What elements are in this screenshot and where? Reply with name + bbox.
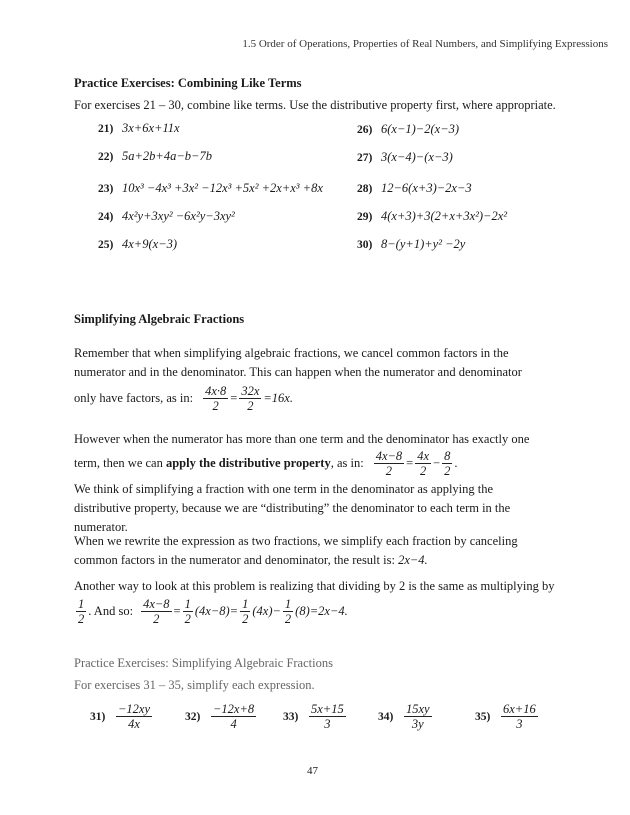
exercise-24: 24) 4x²y+3xy² −6x²y−3xy²: [98, 209, 235, 223]
fraction: $\frac{32x}{2}$: [241, 384, 260, 413]
exercise-32: 32) $\frac{-12x+8}{4}$: [185, 702, 255, 731]
exercise-35: 35) $\frac{6x+16}{3}$: [475, 702, 536, 731]
fraction-one-half: $\frac{1}{2}$: [242, 597, 249, 626]
section-intro-combining: For exercises 21 – 30, combine like terms. Use the distributive property first, where appropriate.: [74, 98, 556, 112]
fraction: $\frac{8}{2}$: [444, 449, 451, 478]
exercise-23: 23) 10x³ −4x³ +3x² −12x³ +5x² +2x+x³ +8x: [98, 181, 323, 195]
paragraph-line: However when the numerator has more than one term and the denominator has exactly one: [74, 432, 530, 446]
exercise-26: 26) 6(x−1)−2(x−3): [357, 122, 460, 136]
section-intro-fractions: For exercises 31 – 35, simplify each expression.: [74, 678, 315, 692]
paragraph-line: Remember that when simplifying algebraic fractions, we cancel common factors in the: [74, 346, 509, 360]
fraction: $\frac{4x\cdot 8}{2}$: [205, 384, 227, 413]
exercise-27: 27) 3(x−4)−(x−3): [357, 150, 453, 164]
exercise-31: 31) $\frac{-12xy}{4x}$: [90, 702, 151, 731]
exercise-21: 21) 3x+6x+11x: [98, 121, 180, 135]
exercise-29: 29) 4(x+3)+3(2+x+3x²)−2x²: [357, 209, 508, 223]
paragraph-line: distributive property, because we are “distributing” the denominator to each term in the: [74, 501, 511, 515]
fraction: $\frac{4x}{2}$: [417, 449, 430, 478]
paragraph-line: numerator and in the denominator. This can happen when the numerator and denominator: [74, 365, 522, 379]
paragraph-line-eq3: $\frac{1}{2}$ . And so: $\frac{4x-8}{2}$ = $\frac{1}{2}$ (4x−8)= $\frac{1}{2}$ (4x)− $\frac{1}{2}$ (8) =2x−4.: [78, 597, 348, 626]
running-header: 1.5 Order of Operations, Properties of Real Numbers, and Simplifying Expressions: [242, 38, 608, 50]
paragraph-line: We think of simplifying a fraction with one term in the denominator as applying the: [74, 482, 494, 496]
fraction-one-half: $\frac{1}{2}$: [78, 597, 85, 626]
exercise-22: 22) 5a+2b+4a−b−7b: [98, 149, 212, 163]
section-title-simplifying-fractions: Simplifying Algebraic Fractions: [74, 312, 245, 326]
paragraph-line-result: common factors in the numerator and denominator, the result is: 2x−4.: [74, 553, 428, 567]
fraction: $\frac{4x-8}{2}$: [375, 449, 403, 478]
exercise-28: 28) 12−6(x+3)−2x−3: [357, 181, 472, 195]
exercise-34: 34) $\frac{15xy}{3y}$: [378, 702, 430, 731]
exercise-30: 30) 8−(y+1)+y² −2y: [357, 237, 466, 251]
exercise-25: 25) 4x+9(x−3): [98, 237, 178, 251]
paragraph-line: When we rewrite the expression as two fractions, we simplify each fraction by canceling: [74, 534, 518, 548]
section-title-practice-fractions: Practice Exercises: Simplifying Algebraic Fractions: [74, 656, 333, 670]
fraction: $\frac{4x-8}{2}$: [143, 597, 170, 626]
page-number: 47: [307, 765, 318, 777]
paragraph-line: Another way to look at this problem is realizing that dividing by 2 is the same as multiplying by: [74, 579, 555, 593]
paragraph-line-eq2: term, then we can apply the distributive property , as in: $\frac{4x-8}{2}$ = $\frac{4x}{2}$ − $\frac{8}{2}$ .: [74, 449, 458, 478]
fraction-one-half: $\frac{1}{2}$: [184, 597, 191, 626]
fraction-one-half: $\frac{1}{2}$: [284, 597, 292, 626]
paragraph-line-eq1: only have factors, as in: $\frac{4x\cdot 8}{2}$ = $\frac{32x}{2}$ =16x.: [74, 384, 293, 413]
exercise-33: 33) $\frac{5x+15}{3}$: [283, 702, 344, 731]
section-title-combining-like-terms: Practice Exercises: Combining Like Terms: [74, 76, 302, 90]
paragraph-line: numerator.: [74, 520, 128, 534]
